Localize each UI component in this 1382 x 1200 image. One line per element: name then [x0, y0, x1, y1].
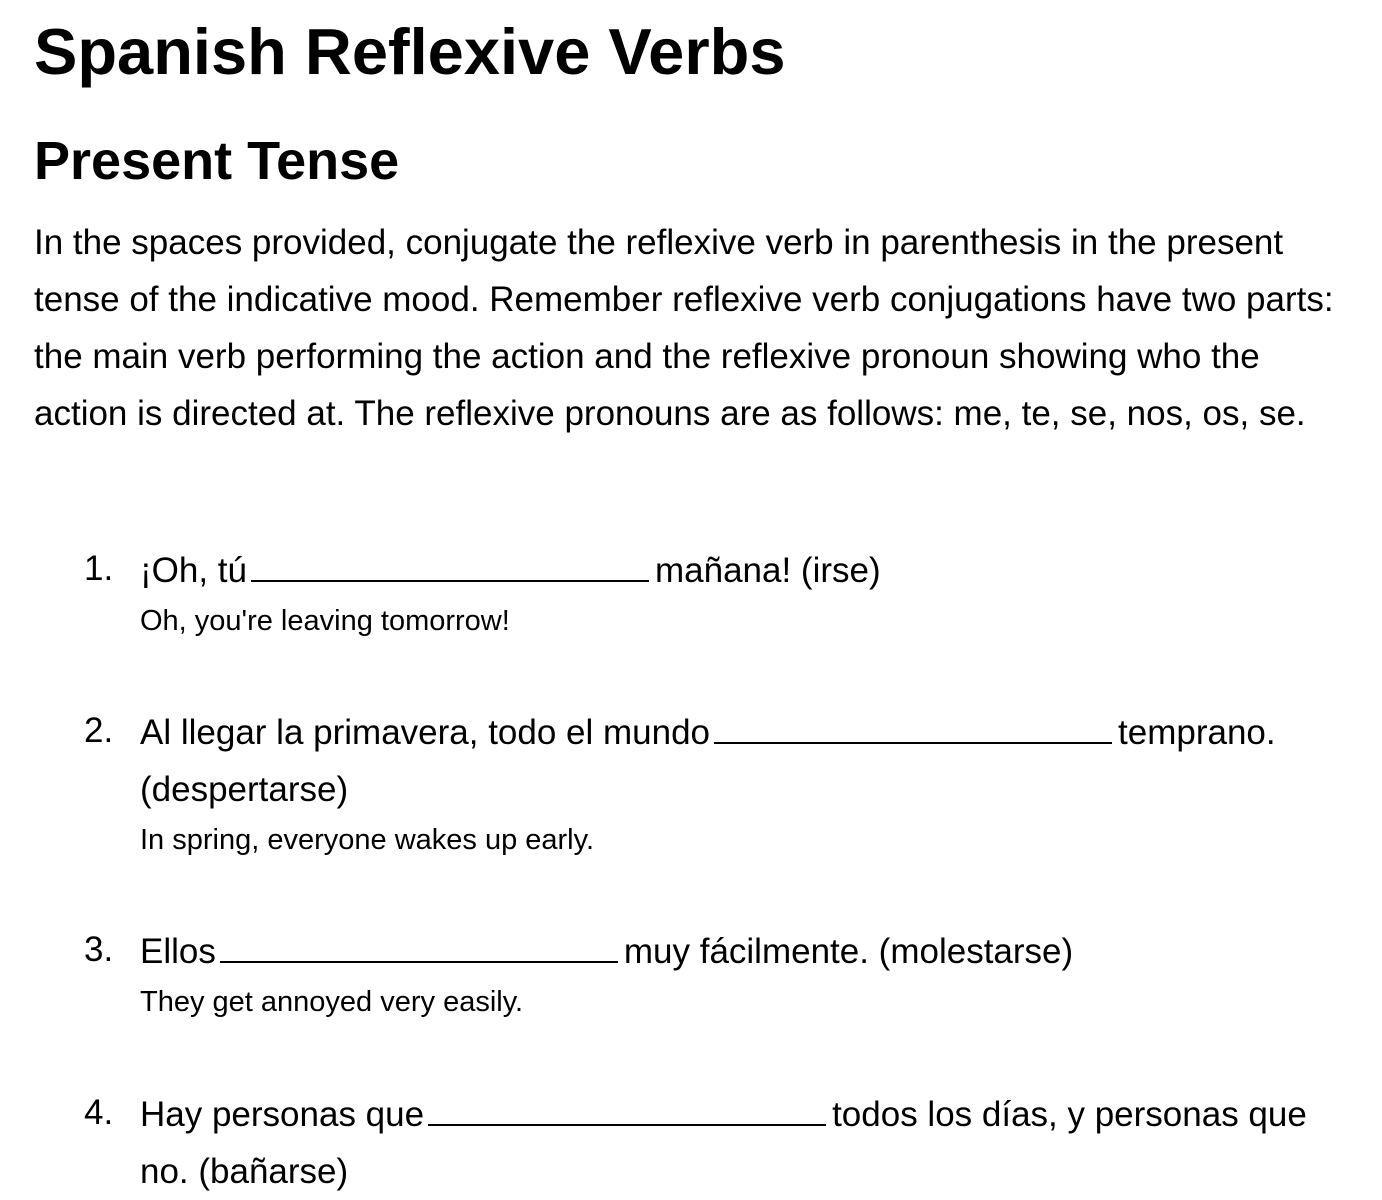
exercise-item-2	[84, 702, 1364, 860]
sentence-before-blank: Al llegar la primavera, todo el mundo	[140, 713, 711, 752]
exercise-sentence	[140, 702, 1364, 818]
sentence-before-blank: Ellos	[140, 932, 216, 971]
answer-blank[interactable]	[428, 1084, 826, 1126]
page-title: Spanish Reflexive Verbs	[34, 15, 786, 88]
section-title: Present Tense	[34, 131, 400, 191]
sentence-before-blank: ¡Oh, tú	[140, 551, 247, 590]
answer-blank[interactable]	[251, 540, 649, 582]
exercise-translation: In spring, everyone wakes up early.	[140, 824, 595, 856]
exercise-number: 4.	[84, 1093, 114, 1132]
exercise-translation: Oh, you're leaving tomorrow!	[140, 605, 510, 637]
exercise-sentence	[140, 540, 1364, 599]
sentence-after-blank: mañana! (irse)	[654, 551, 881, 590]
exercise-number: 2.	[84, 711, 114, 750]
exercise-item-4	[84, 1084, 1364, 1200]
exercise-translation: They get annoyed very easily.	[140, 986, 524, 1018]
sentence-after-blank: muy fácilmente. (molestarse)	[623, 932, 1074, 971]
sentence-before-blank: Hay personas que	[140, 1095, 425, 1134]
exercise-number: 1.	[84, 549, 114, 588]
exercise-item-3	[84, 921, 1364, 1022]
answer-blank[interactable]	[220, 921, 618, 963]
answer-blank[interactable]	[714, 702, 1112, 744]
sentence-after-blank: todos los días, y personas que no. (bañarse)	[140, 1095, 1307, 1191]
sentence-after-blank: temprano. (despertarse)	[140, 713, 1276, 809]
exercise-number: 3.	[84, 930, 114, 969]
exercise-sentence	[140, 1084, 1364, 1200]
exercise-sentence	[140, 921, 1364, 980]
exercise-item-1	[84, 540, 1364, 641]
instructions-paragraph: In the spaces provided, conjugate the reflexive verb in parenthesis in the present tense of the indicative mood. Remember reflexive verb conjugations have two parts: the main verb performing the action and the reflexive pronoun showing who the action is directed at. The reflexive pronouns are as follows: me, te, se, nos, os, se.	[34, 223, 1334, 433]
